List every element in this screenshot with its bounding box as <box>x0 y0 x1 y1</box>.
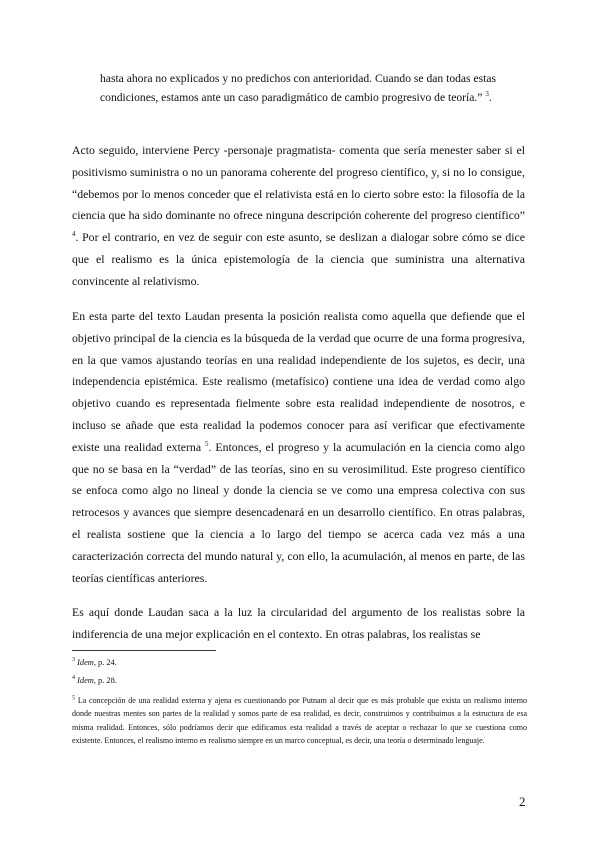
footnote-number: 3 <box>72 657 75 664</box>
footnote-ref-text: Idem <box>77 676 94 685</box>
footnote-number: 4 <box>72 675 75 682</box>
block-quote <box>100 70 520 107</box>
footnote-text: , p. 28. <box>93 676 117 685</box>
page-number: 2 <box>519 794 526 809</box>
quote-text: hasta ahora no explicados y no predichos con anterioridad. Cuando se dan todas estas condiciones, estamos ante un caso paradigmático de cambio progresivo de teoría.” <box>100 72 497 104</box>
footnote-5 <box>72 694 527 747</box>
footnote-separator <box>72 650 216 651</box>
paragraph-circularity: Es aquí donde Laudan saca a la luz la circularidad del argumento de los realistas sobre la indiferencia de una mejor explicación en el contexto. En otras palabras, los realistas se <box>72 605 525 641</box>
footnote-4 <box>72 674 527 687</box>
footnote-text: La concepción de una realidad externa y ajena es cuestionando por Putnam al decir que es más probable que exista un realismo interno donde nuestras mentes son partes de la realidad y somos parte de esa realidad, es decir, construimos y contribuimos a la estructura de esa misma realidad. Entonces, sólo podríamos decir que edificamos esta realidad a través de aceptar o rechazar lo que se cuestiona como existente. Entonces, el realismo interno es realismo siempre en un marco conceptual, es decir, una teoría o determinado lenguaje. <box>72 696 527 745</box>
footnote-ref-4[interactable]: 4 <box>72 230 76 239</box>
quote-tail: . <box>488 90 492 104</box>
paragraph-text: Acto seguido, interviene Percy -personaje pragmatista- comenta que sería menester saber si el positivismo suministra o no un panorama coherente del progreso científico, y, si no lo consigue, “debemos por lo menos conceder que el relativista está en lo cierto sobre esto: la filosofía de la ciencia que ha sido dominante no ofrece ninguna descripción coherente del progreso científico” <box>72 143 525 223</box>
paragraph-text: . Por el contrario, en vez de seguir con este asunto, se deslizan a dialogar sobre cómo se dice que el realismo es la única epistemología de la ciencia que suministra una alternativa convincente al relativismo. <box>72 230 525 288</box>
footnote-ref-3[interactable]: 3 <box>485 89 489 98</box>
footnote-number: 5 <box>72 695 75 702</box>
paragraph-text: . Entonces, el progreso y la acumulación en la ciencia como algo que no se basa en la “verdad” de las teorías, sino en su verosimilitud. Este progreso científico se enfoca como algo no lineal y donde la ciencia se ve como una empresa colectiva con sus retrocesos y avances que siempre desencadenará en un desarrollo científico. En otras palabras, el realista sostiene que la ciencia a lo largo del tiempo se acerca cada vez más a una caracterización correcta del mundo natural y, con ello, la acumulación, al menos en parte, de las teorías científicas anteriores. <box>72 439 525 585</box>
paragraph-text: En esta parte del texto Laudan presenta la posición realista como aquella que defiende que el objetivo principal de la ciencia es la búsqueda de la verdad que ocurre de una forma progresiva, en la que vamos ajustando teorías en una realidad independiente de los sujetos, es decir, una independencia epistémica. Este realismo (metafísico) contiene una idea de verdad como algo objetivo cuando es representada fielmente sobre esta realidad independiente de nosotros, e incluso se añade que esta realidad la podemos conocer para así verificar que efectivamente existe una realidad externa <box>72 309 525 454</box>
footnote-ref-5[interactable]: 5 <box>205 439 209 448</box>
footnote-3 <box>72 656 527 669</box>
footnote-ref-text: Idem <box>77 658 94 667</box>
paragraph-realism <box>72 306 525 589</box>
footnote-text: , p. 24. <box>93 658 117 667</box>
paragraph-percy <box>72 140 525 293</box>
